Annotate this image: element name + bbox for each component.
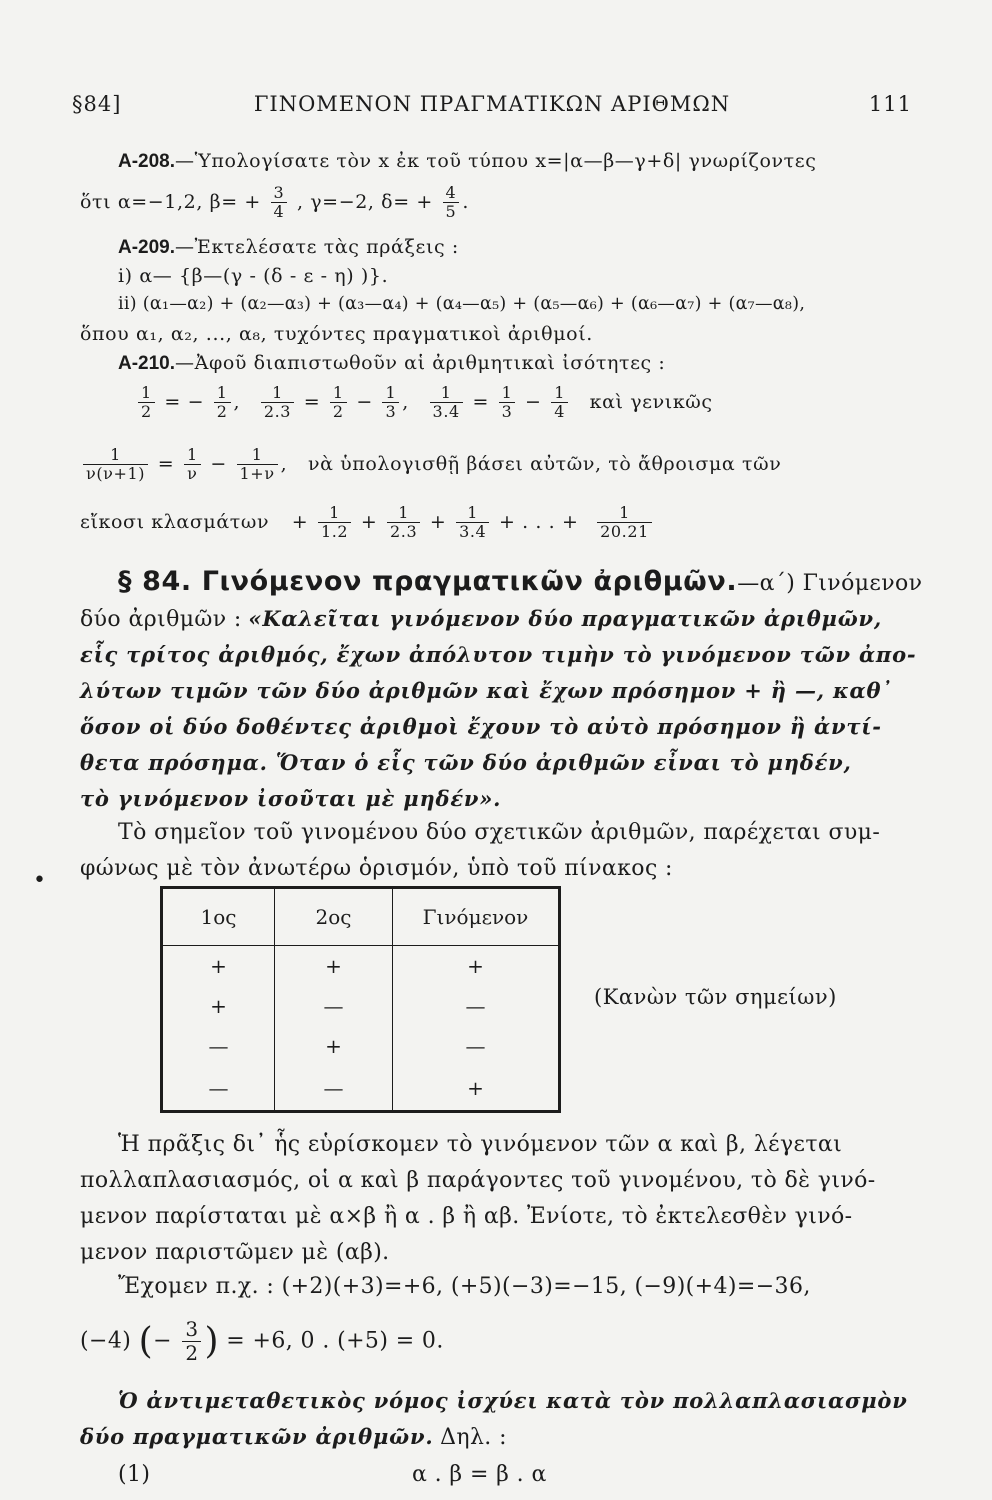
table-header: 1ος [162,888,275,946]
exercise-a209-line1 [118,236,459,259]
paragraph-sign-rule-2: φώνως μὲ τὸν ἀνωτέρω ὁρισμόν, ὑπὸ τοῦ πίνακος : [80,856,673,881]
paren: ) [204,1321,219,1362]
table-cell: + [162,946,275,987]
denominator: 2 [138,402,155,421]
table-cell: — [275,1066,393,1112]
table-cell: + [275,946,393,987]
table-cell: — [465,1034,486,1058]
fraction [443,184,460,222]
sign-rule-table [160,886,561,1113]
minus: − [356,390,373,413]
paren: ( [138,1321,154,1362]
numerator: 1 [332,383,344,402]
paragraph-sign-rule-1: Τὸ σημεῖον τοῦ γινομένου δύο σχετικῶν ἀριθμῶν, παρέχεται συμ- [118,820,881,845]
denominator: ν(ν+1) [83,464,148,483]
definition-line-1 [80,606,882,632]
page-header [72,92,912,122]
numerator: 1 [467,503,479,522]
numerator: 1 [554,383,565,402]
exercise-a209-ii: ii) (α₁—α₂) + (α₂—α₃) + (α₃—α₄) + (α₄—α₅) + (α₅—α₆) + (α₆—α₇) + (α₇—α₈), [118,294,806,314]
equals: = [164,390,181,413]
fraction [138,384,155,422]
text: (−4) [80,1328,132,1354]
denominator: ν [184,464,201,483]
numerator: 1 [216,383,228,402]
denominator: 3.4 [430,402,463,421]
numerator: 1 [272,383,283,402]
fraction [499,384,516,422]
table-cell: + [467,1076,484,1100]
definition-text: «Καλεῖται γινόμενον δύο πραγματικῶν ἀριθμῶν, [248,606,882,631]
numerator: 3 [273,183,285,202]
law-line-2 [80,1424,507,1450]
plus: + [360,510,378,533]
table-header-row [162,888,560,946]
numerator: 1 [251,445,263,464]
section-heading [118,566,922,597]
denominator: 3 [382,402,399,421]
exercise-text: —Ἐκτελέσατε τὰς πράξεις : [175,236,459,258]
table-cell: + [275,1026,393,1066]
plus: + [291,510,309,533]
minus: − [525,390,542,413]
minus: − [187,390,205,413]
denominator: 2 [330,402,347,421]
examples-line-2 [80,1318,444,1365]
denominator: 5 [443,202,460,221]
text: , γ=−2, δ= + [296,190,433,213]
denominator: 1+ν [237,464,278,483]
fraction [456,504,489,542]
table-row [162,986,560,1026]
subsection-title: —α΄) Γινόμενον [737,571,923,596]
paragraph-product-2: πολλαπλασιασμός, οἱ α καὶ β παράγοντες τοῦ γινομένου, τὸ δὲ γινό- [80,1168,876,1193]
comma: , [402,390,409,413]
definition-line-6: τὸ γινόμενον ἰσοῦται μὲ μηδέν». [80,786,502,811]
denominator: 20.21 [597,522,652,541]
sign-rule-label: (Κανὼν τῶν σημείων) [594,985,837,1009]
paragraph-product-3: μενον παρίσταται μὲ α×β ἢ α . β ἢ αβ. Ἐνίοτε, τὸ ἐκτελεσθὲν γινό- [80,1204,853,1229]
numerator: 1 [385,383,397,402]
table-header: 2ος [275,888,393,946]
fraction [330,384,347,422]
text: = +6, 0 . (+5) = 0. [226,1328,444,1354]
table-cell: — [275,986,393,1026]
exercise-label: A-210. [118,353,176,374]
text: ὅτι α=−1,2, β= + [80,190,261,213]
denominator: 2.3 [387,522,420,541]
numerator: 1 [440,383,452,402]
numerator: 1 [141,383,152,402]
exercise-label: A-208. [118,151,176,172]
examples-line-1: Ἔχομεν π.χ. : (+2)(+3)=+6, (+5)(−3)=−15, (−9)(+4)=−36, [118,1274,811,1299]
fraction [214,384,231,422]
text: Δηλ. : [440,1425,507,1450]
exercise-a209-ii-cont: ὅπου α₁, α₂, ..., α₈, τυχόντες πραγματικοὶ ἀριθμοί. [80,323,593,345]
equation-commutative: α . β = β . α [412,1462,547,1487]
exercise-text: —Ἀφοῦ διαπιστωθοῦν αἱ ἀριθμητικαὶ ἰσότητες : [175,352,666,374]
fraction [237,446,278,484]
exercise-label: A-209. [118,237,176,258]
denominator: 2 [214,402,231,421]
numerator: 1 [186,445,198,464]
denominator: 1.2 [318,522,351,541]
plus: + [429,510,447,533]
table-cell: — [162,1066,275,1112]
numerator: 1 [501,383,513,402]
identity-row-2 [80,446,781,484]
comma: , [280,452,288,475]
denominator: 3 [499,402,516,421]
text: δύο ἀριθμῶν : [80,607,242,632]
fraction [318,504,351,542]
table-cell: — [465,994,486,1018]
comma: , [233,390,241,413]
fraction [387,504,420,542]
table-row [162,1066,560,1112]
numerator: 3 [185,1317,199,1341]
denominator: 4 [271,202,288,221]
header-title: ΓΙΝΟΜΕΝΟΝ ΠΡΑΓΜΑΤΙΚΩΝ ΑΡΙΘΜΩΝ [253,92,731,116]
paragraph-product-1: Ἡ πρᾶξις δι᾽ ἧς εὑρίσκομεν τὸ γινόμενον τῶν α καὶ β, λέγεται [118,1132,843,1157]
table-header: Γινόμενον [393,888,560,946]
paragraph-product-4: μενον παριστῶμεν μὲ (αβ). [80,1240,390,1265]
page-number: 111 [868,92,912,116]
identity-row-1 [135,384,713,422]
law-line-1: Ὁ ἀντιμεταθετικὸς νόμος ἰσχύει κατὰ τὸν πολλαπλασιασμὸν [118,1388,908,1413]
equals: = [303,390,321,413]
fraction [430,384,463,422]
denominator: 3.4 [456,522,489,541]
header-section: §84] [72,92,122,116]
table-cell: + [467,954,484,978]
denominator: 2.3 [261,402,294,421]
ellipsis: + . . . + [498,510,579,533]
exercise-text: —Ὑπολογίσατε τὸν x ἐκ τοῦ τύπου x=|α—β—γ+δ| γνωρίζοντες [175,150,817,172]
table-row [162,946,560,987]
law-text: δύο πραγματικῶν ἀριθμῶν. [80,1424,434,1449]
section-title: § 84. Γινόμενον πραγματικῶν ἀριθμῶν. [118,566,738,597]
equation-number: (1) [118,1462,151,1487]
fraction [184,446,201,484]
definition-line-5: θετα πρόσημα. Ὅταν ὁ εἷς τῶν δύο ἀριθμῶν εἶναι τὸ μηδέν, [80,750,852,775]
fraction [182,1318,201,1365]
fraction [597,504,652,542]
table-cell: + [162,986,275,1026]
fraction [261,384,294,422]
definition-line-2: εἷς τρίτος ἀριθμός, ἔχων ἀπόλυτον τιμὴν τὸ γινόμενον τῶν ἀπο- [80,642,917,667]
fraction [382,384,399,422]
exercise-a208-line1 [118,150,816,173]
fraction [271,184,288,222]
numerator: 4 [445,183,457,202]
text: . [462,190,469,213]
equals: = [472,390,489,413]
minus: − [153,1328,172,1354]
text: εἴκοσι κλασμάτων [80,510,270,533]
denominator: 2 [182,1341,201,1365]
fraction [551,384,568,422]
exercise-a209-i: i) α— {β—(γ - (δ - ε - η) )}. [118,265,389,287]
definition-line-3: λύτων τιμῶν τῶν δύο ἀριθμῶν καὶ ἔχων πρόσημον + ἢ —, καθ᾽ [80,678,893,703]
margin-dot: • [33,868,46,893]
minus: − [210,452,227,475]
text: νὰ ὑπολογισθῇ βάσει αὐτῶν, τὸ ἄθροισμα τῶν [307,452,782,475]
numerator: 1 [110,445,121,464]
denominator: 4 [551,402,568,421]
fraction [83,446,148,484]
table-cell: — [162,1026,275,1066]
definition-line-4: ὅσον οἱ δύο δοθέντες ἀριθμοὶ ἔχουν τὸ αὐτὸ πρόσημον ἢ ἀντί- [80,714,882,739]
identity-row-3 [80,504,655,542]
equals: = [157,452,175,475]
exercise-a208-line2 [80,184,469,222]
text: καὶ γενικῶς [589,390,713,413]
exercise-a210-line1 [118,352,665,375]
numerator: 1 [619,503,630,522]
numerator: 1 [398,503,410,522]
table-row [162,1026,560,1066]
numerator: 1 [329,503,340,522]
